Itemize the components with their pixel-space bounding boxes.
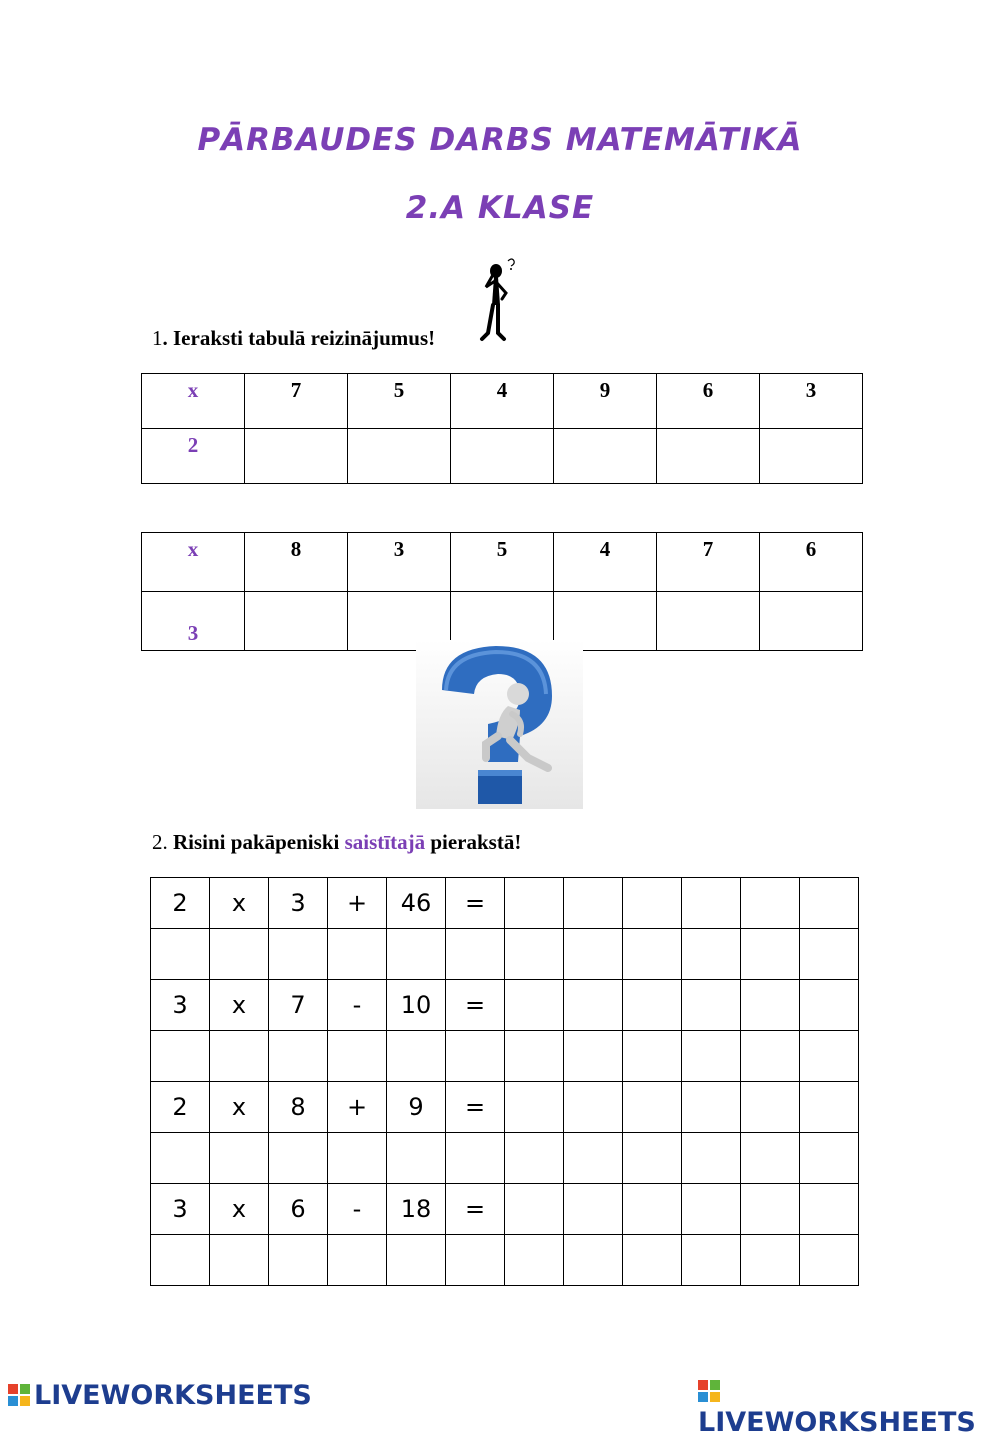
equation-cell: 18 (387, 1184, 446, 1235)
calculation-grid (150, 877, 859, 1286)
answer-cell[interactable] (245, 592, 348, 651)
answer-cell[interactable] (245, 429, 348, 484)
answer-cell[interactable] (564, 1184, 623, 1235)
factor-cell: 5 (451, 533, 554, 592)
answer-cell[interactable] (741, 980, 800, 1031)
equation-row (151, 980, 859, 1031)
equation-cell: x (210, 1082, 269, 1133)
answer-cell[interactable] (800, 1031, 859, 1082)
answer-cell[interactable] (328, 1235, 387, 1286)
answer-cell[interactable] (505, 929, 564, 980)
factor-cell: 7 (657, 533, 760, 592)
factor-cell: 3 (348, 533, 451, 592)
answer-cell[interactable] (800, 1235, 859, 1286)
answer-cell[interactable] (682, 980, 741, 1031)
answer-cell[interactable] (682, 1184, 741, 1235)
task2-instruction (152, 830, 521, 855)
task1-number: 1 (152, 326, 163, 350)
answer-cell[interactable] (151, 1235, 210, 1286)
answer-cell[interactable] (564, 980, 623, 1031)
answer-cell[interactable] (151, 1133, 210, 1184)
answer-cell[interactable] (623, 1082, 682, 1133)
answer-cell[interactable] (623, 1133, 682, 1184)
equation-cell: - (328, 980, 387, 1031)
work-row (151, 929, 859, 980)
answer-cell[interactable] (760, 592, 863, 651)
answer-cell[interactable] (446, 1031, 505, 1082)
answer-cell[interactable] (741, 878, 800, 929)
task2-text-after: pierakstā! (430, 830, 522, 854)
liveworksheets-logo-right (698, 1376, 1000, 1438)
equation-cell: = (446, 1184, 505, 1235)
answer-cell[interactable] (564, 878, 623, 929)
answer-cell[interactable] (505, 1184, 564, 1235)
answer-cell[interactable] (269, 1133, 328, 1184)
answer-cell[interactable] (682, 1133, 741, 1184)
answer-cell[interactable] (554, 429, 657, 484)
answer-cell[interactable] (348, 429, 451, 484)
task2-number: 2. (152, 830, 168, 854)
multiplier-cell: 3 (142, 592, 245, 651)
answer-cell[interactable] (210, 1031, 269, 1082)
answer-cell[interactable] (623, 1031, 682, 1082)
answer-cell[interactable] (446, 1133, 505, 1184)
equation-cell: x (210, 1184, 269, 1235)
thinking-man-icon (474, 255, 520, 343)
factor-cell: 4 (451, 374, 554, 429)
factor-cell: 8 (245, 533, 348, 592)
answer-cell[interactable] (269, 929, 328, 980)
equation-row (151, 1184, 859, 1235)
answer-cell[interactable] (741, 1235, 800, 1286)
answer-cell[interactable] (564, 1031, 623, 1082)
answer-cell[interactable] (741, 1133, 800, 1184)
work-row (151, 1133, 859, 1184)
task2-text-before: Risini pakāpeniski (173, 830, 340, 854)
answer-cell[interactable] (387, 929, 446, 980)
equation-cell: 10 (387, 980, 446, 1031)
answer-cell[interactable] (800, 980, 859, 1031)
answer-cell[interactable] (505, 1031, 564, 1082)
answer-cell[interactable] (505, 878, 564, 929)
answer-cell[interactable] (269, 1235, 328, 1286)
answer-cell[interactable] (505, 980, 564, 1031)
equation-cell: 3 (269, 878, 328, 929)
answer-cell[interactable] (564, 929, 623, 980)
equation-cell: = (446, 980, 505, 1031)
answer-cell[interactable] (505, 1133, 564, 1184)
equation-cell: 7 (269, 980, 328, 1031)
answer-cell[interactable] (800, 1082, 859, 1133)
answer-cell[interactable] (328, 1031, 387, 1082)
logo-blocks-icon (698, 1380, 720, 1402)
answer-cell[interactable] (623, 1184, 682, 1235)
answer-cell[interactable] (210, 1133, 269, 1184)
answer-cell[interactable] (505, 1235, 564, 1286)
factor-cell: 7 (245, 374, 348, 429)
brand-right: LIVEWORKSHEETS (698, 1407, 976, 1438)
equation-cell: 2 (151, 1082, 210, 1133)
task2-text-highlight: saistītajā (344, 830, 426, 854)
answer-cell[interactable] (800, 1184, 859, 1235)
answer-cell[interactable] (760, 429, 863, 484)
answer-cell[interactable] (682, 878, 741, 929)
operator-cell: x (142, 374, 245, 429)
equation-cell: = (446, 878, 505, 929)
answer-cell[interactable] (564, 1133, 623, 1184)
answer-cell[interactable] (451, 429, 554, 484)
answer-cell[interactable] (623, 1235, 682, 1286)
answer-cell[interactable] (210, 1235, 269, 1286)
answer-cell[interactable] (564, 1235, 623, 1286)
answer-cell[interactable] (151, 1031, 210, 1082)
answer-cell[interactable] (446, 1235, 505, 1286)
equation-cell: x (210, 980, 269, 1031)
factor-cell: 9 (554, 374, 657, 429)
answer-cell[interactable] (741, 929, 800, 980)
class-subtitle: 2.A KLASE (405, 190, 595, 226)
answer-cell[interactable] (657, 592, 760, 651)
liveworksheets-logo-left (8, 1380, 312, 1411)
answer-cell[interactable] (269, 1031, 328, 1082)
question-mark-figure-icon (416, 640, 583, 809)
answer-cell[interactable] (328, 929, 387, 980)
equation-cell: x (210, 878, 269, 929)
answer-cell[interactable] (387, 1031, 446, 1082)
logo-blocks-icon (8, 1384, 30, 1406)
equation-cell: 6 (269, 1184, 328, 1235)
page-title: PĀRBAUDES DARBS MATEMĀTIKĀ (197, 122, 803, 158)
factor-cell: 6 (657, 374, 760, 429)
answer-cell[interactable] (564, 1082, 623, 1133)
answer-cell[interactable] (387, 1235, 446, 1286)
answer-cell[interactable] (446, 929, 505, 980)
answer-cell[interactable] (800, 878, 859, 929)
equation-cell: + (328, 1082, 387, 1133)
answer-cell[interactable] (623, 929, 682, 980)
equation-row (151, 878, 859, 929)
answer-cell[interactable] (210, 929, 269, 980)
answer-cell[interactable] (682, 1082, 741, 1133)
answer-cell[interactable] (800, 929, 859, 980)
task1-text: . Ieraksti tabulā reizinājumus! (162, 326, 436, 350)
factor-cell: 4 (554, 533, 657, 592)
answer-cell[interactable] (741, 1031, 800, 1082)
equation-cell: 3 (151, 1184, 210, 1235)
answer-cell[interactable] (328, 1133, 387, 1184)
equation-cell: 2 (151, 878, 210, 929)
multiplier-cell: 2 (142, 429, 245, 484)
work-row (151, 1031, 859, 1082)
work-row (151, 1235, 859, 1286)
answer-cell[interactable] (682, 1235, 741, 1286)
answer-cell[interactable] (682, 929, 741, 980)
answer-cell[interactable] (657, 429, 760, 484)
operator-cell: x (142, 533, 245, 592)
equation-cell: + (328, 878, 387, 929)
factor-cell: 3 (760, 374, 863, 429)
equation-cell: 46 (387, 878, 446, 929)
answer-cell[interactable] (623, 878, 682, 929)
factor-cell: 6 (760, 533, 863, 592)
multiplication-table-2 (141, 373, 863, 484)
task1-instruction (152, 326, 435, 351)
answer-cell[interactable] (682, 1031, 741, 1082)
answer-cell[interactable] (623, 980, 682, 1031)
factor-cell: 5 (348, 374, 451, 429)
answer-cell[interactable] (741, 1184, 800, 1235)
equation-cell: - (328, 1184, 387, 1235)
answer-cell[interactable] (800, 1133, 859, 1184)
equation-cell: 3 (151, 980, 210, 1031)
equation-cell: = (446, 1082, 505, 1133)
answer-cell[interactable] (741, 1082, 800, 1133)
multiplication-table-3 (141, 532, 863, 651)
answer-cell[interactable] (505, 1082, 564, 1133)
equation-cell: 8 (269, 1082, 328, 1133)
equation-cell: 9 (387, 1082, 446, 1133)
answer-cell[interactable] (151, 929, 210, 980)
brand-left: LIVEWORKSHEETS (34, 1380, 312, 1411)
equation-row (151, 1082, 859, 1133)
answer-cell[interactable] (387, 1133, 446, 1184)
